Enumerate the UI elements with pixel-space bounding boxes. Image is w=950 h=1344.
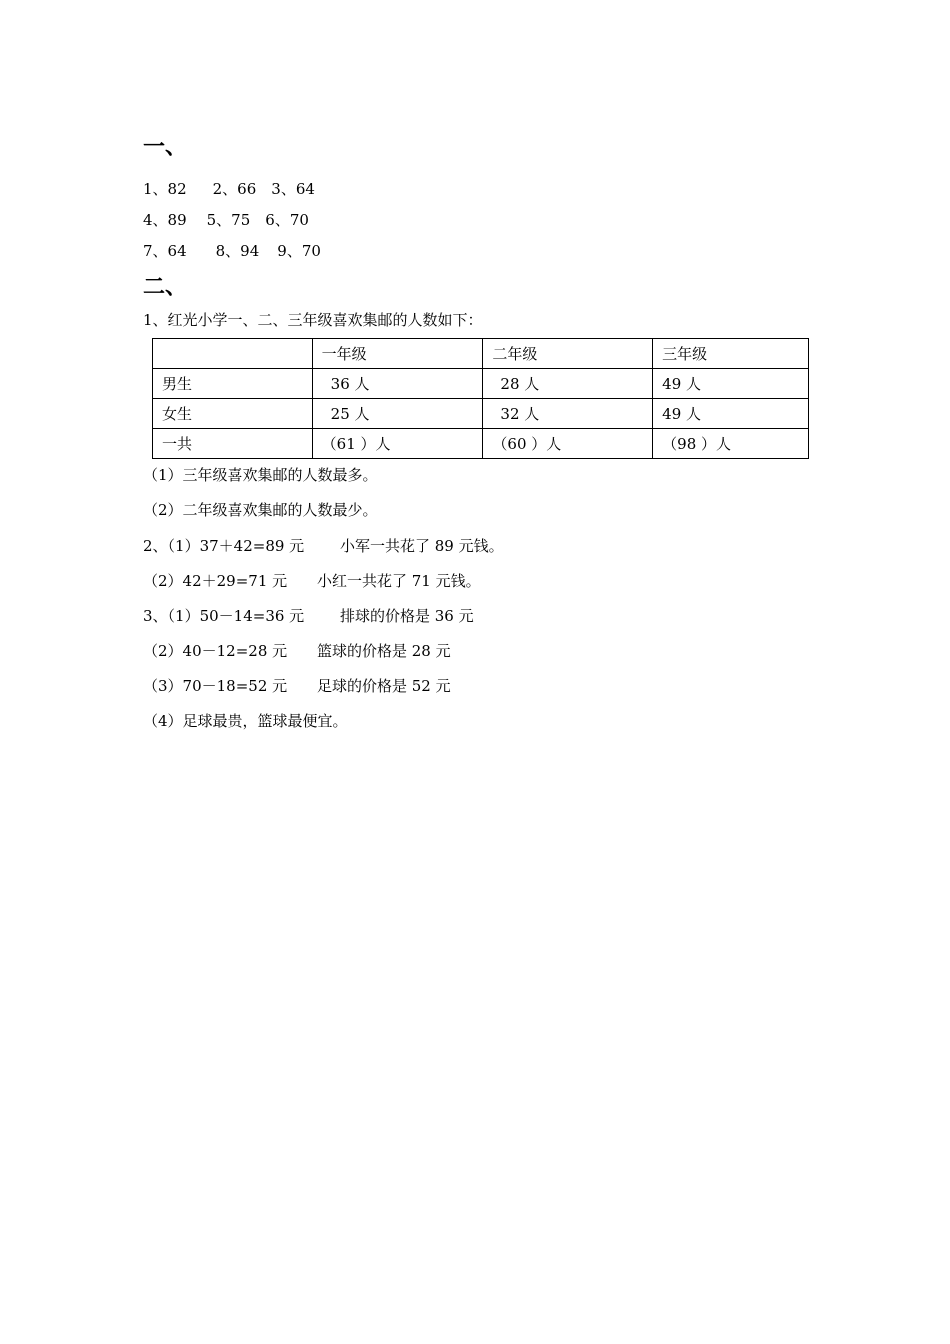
answer-2: 2、66 <box>212 180 257 198</box>
answer-5: 5、75 <box>206 211 251 229</box>
answer-7: 7、64 <box>143 242 187 260</box>
table-cell: 32 人 <box>483 399 653 429</box>
answer-row-3 <box>143 241 321 261</box>
answer-row-1 <box>143 179 315 199</box>
table-cell: 36 人 <box>312 369 483 399</box>
q3-answer-3: 足球的价格是 52 元 <box>317 677 451 695</box>
answer-row-2 <box>143 210 309 230</box>
question-1-title: 1、红光小学一、二、三年级喜欢集邮的人数如下： <box>143 311 483 329</box>
q3-calc-3: （3）70－18=52 元 <box>143 677 288 695</box>
table-cell: 25 人 <box>312 399 483 429</box>
table-cell: 49 人 <box>653 399 809 429</box>
section-2-heading: 二、 <box>143 275 188 300</box>
table-cell: 女生 <box>153 399 313 429</box>
table-row <box>153 369 809 399</box>
answer-1: 1、82 <box>143 180 187 198</box>
table-header-cell <box>153 339 313 369</box>
table-header-row <box>153 339 809 369</box>
answer-8: 8、94 <box>215 242 260 260</box>
table-cell: 28 人 <box>483 369 653 399</box>
q3-calc-2: （2）40－12=28 元 <box>143 642 288 660</box>
q2-calc-2: （2）42＋29=71 元 <box>143 572 288 590</box>
table-cell: （60 ）人 <box>483 429 653 459</box>
answer-3: 3、64 <box>271 180 315 198</box>
answer-6: 6、70 <box>265 211 309 229</box>
stamp-collecting-table <box>152 338 809 459</box>
table-row <box>153 429 809 459</box>
table-header-cell: 三年级 <box>653 339 809 369</box>
table-header-cell: 二年级 <box>483 339 653 369</box>
q1-answer-1: （1）三年级喜欢集邮的人数最多。 <box>143 466 378 484</box>
answer-4: 4、89 <box>143 211 187 229</box>
q3-answer-2: 篮球的价格是 28 元 <box>317 642 451 660</box>
answer-9: 9、70 <box>277 242 321 260</box>
table-cell: （98 ）人 <box>653 429 809 459</box>
q3-calc-1: 3、（1）50－14=36 元 <box>143 607 305 625</box>
table-row <box>153 399 809 429</box>
q2-answer-1: 小军一共花了 89 元钱。 <box>340 537 504 555</box>
q3-answer-1: 排球的价格是 36 元 <box>340 607 474 625</box>
table-header-cell: 一年级 <box>312 339 483 369</box>
table-cell: 男生 <box>153 369 313 399</box>
q2-answer-2: 小红一共花了 71 元钱。 <box>317 572 481 590</box>
table-cell: （61 ）人 <box>312 429 483 459</box>
q2-calc-1: 2、（1）37＋42=89 元 <box>143 537 305 555</box>
table-cell: 49 人 <box>653 369 809 399</box>
q3-conclusion: （4）足球最贵，篮球最便宜。 <box>143 712 348 730</box>
section-1-heading: 一、 <box>143 135 188 160</box>
table-cell: 一共 <box>153 429 313 459</box>
q1-answer-2: （2）二年级喜欢集邮的人数最少。 <box>143 501 378 519</box>
